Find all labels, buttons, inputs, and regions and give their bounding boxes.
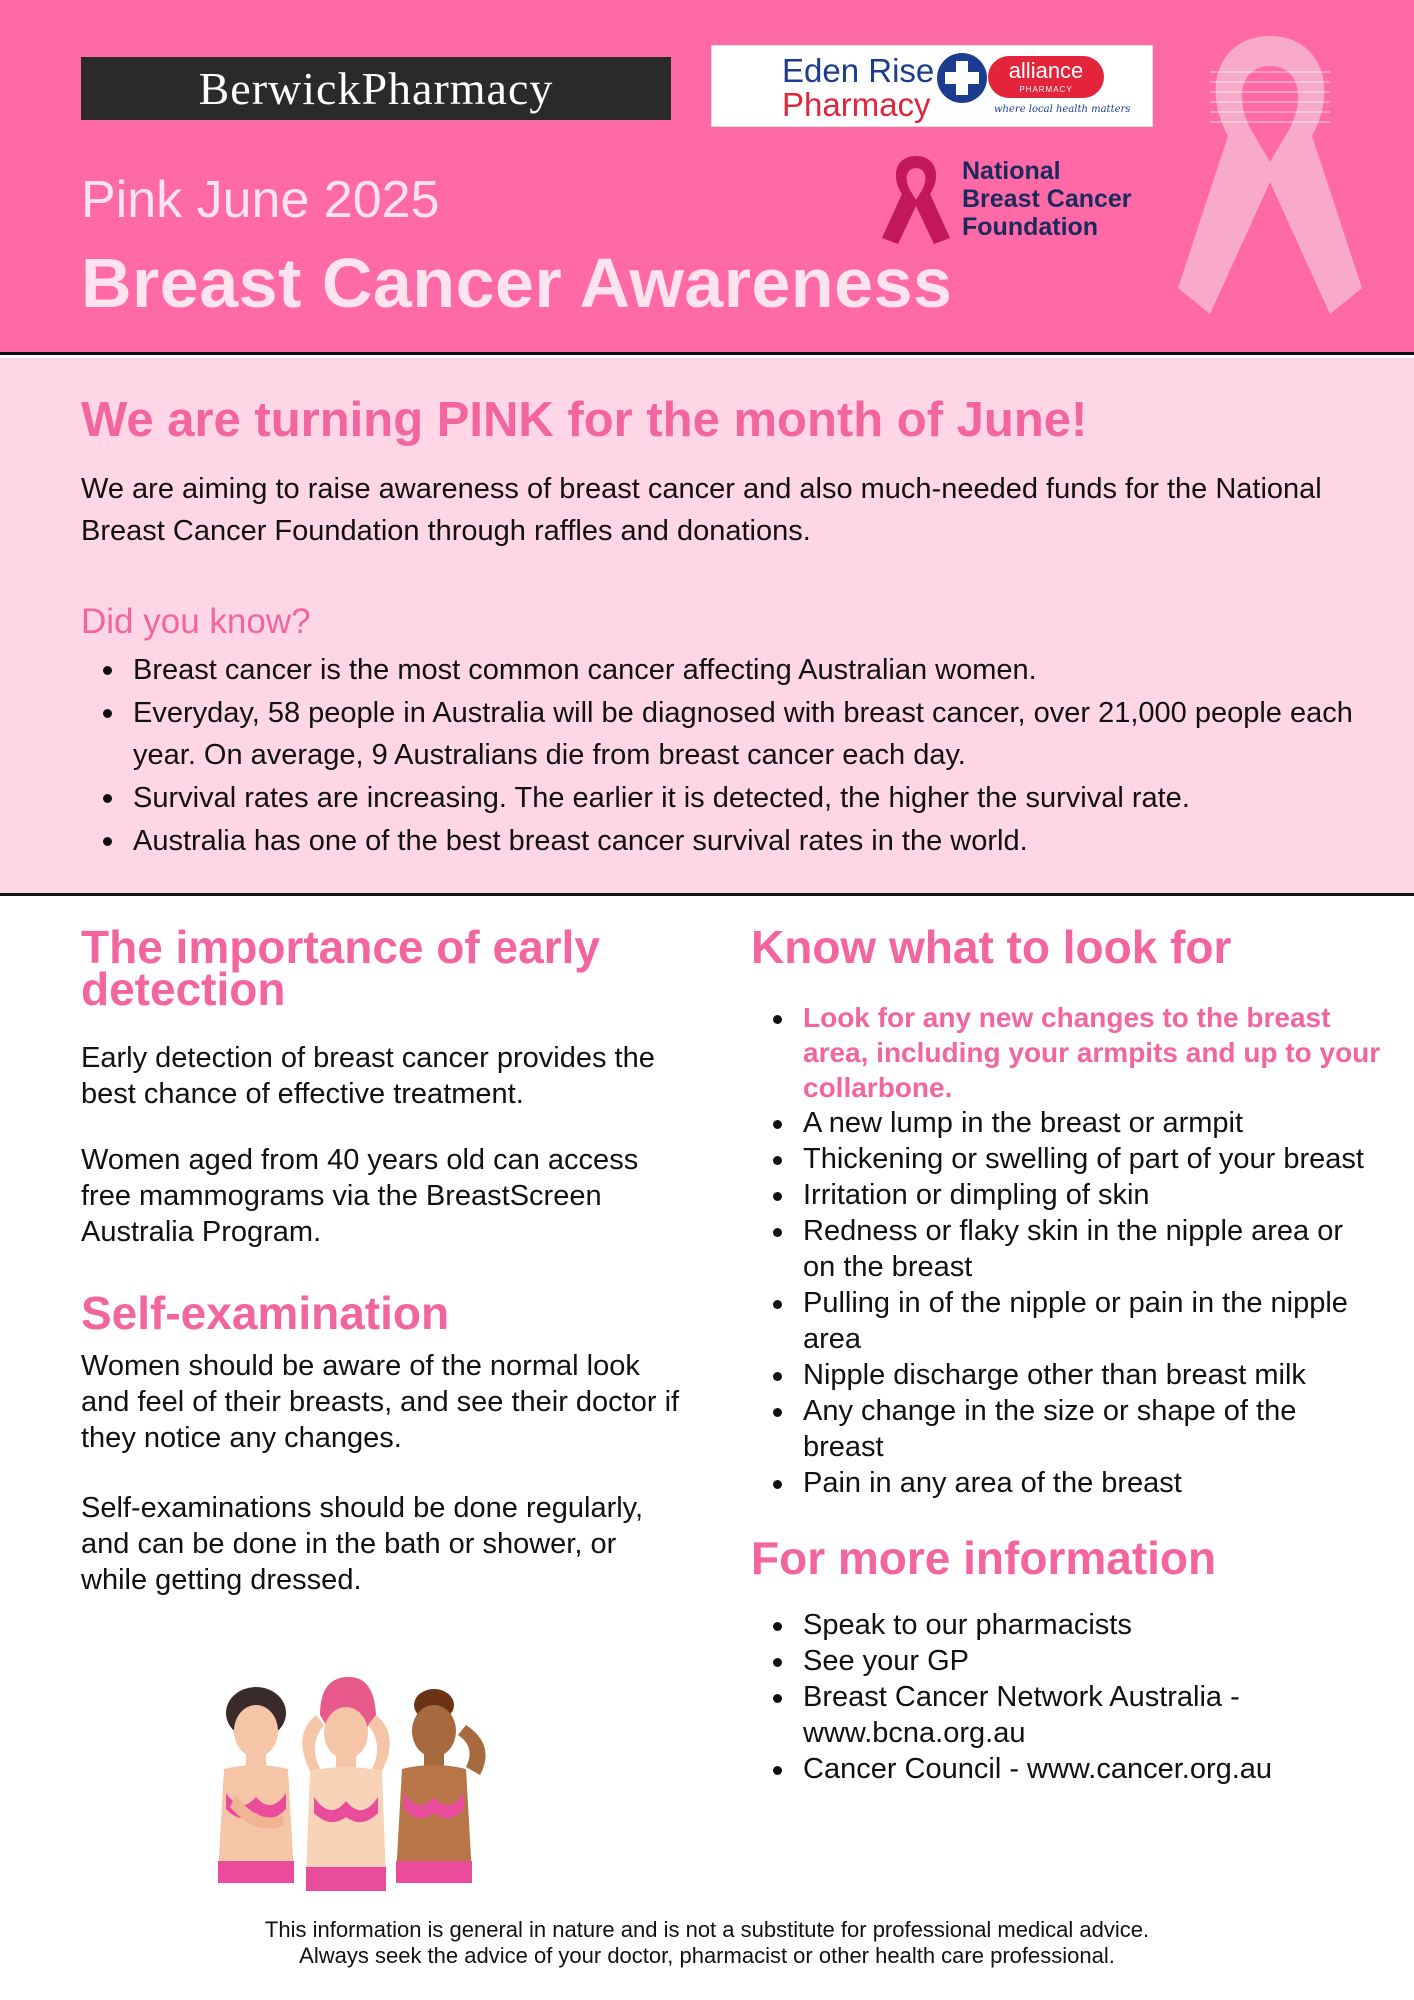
more-info-item: Speak to our pharmacists: [751, 1607, 1381, 1643]
self-exam-para2: Self-examinations should be done regularly, and can be done in the bath or shower, or while getting dressed.: [81, 1492, 644, 1596]
more-info-list: [751, 1607, 1381, 1787]
early-detection-heading: The importance of early detection: [81, 921, 600, 1015]
more-info-heading: For more information: [751, 1532, 1217, 1584]
pharmacy-cross-icon: [936, 52, 988, 104]
eden-rise-pharmacy-logo: [711, 45, 1153, 127]
disclaimer-line2: Always seek the advice of your doctor, pharmacist or other health care professional.: [299, 1943, 1115, 1968]
fact-item: Everyday, 58 people in Australia will be diagnosed with breast cancer, over 21,000 people each year. On average, 9 Australians die from breast cancer each day.: [81, 692, 1381, 776]
campaign-subtitle: Pink June 2025: [81, 171, 440, 229]
nbcf-logo-text: [962, 157, 1132, 241]
nbcf-line1: National: [962, 157, 1061, 185]
early-detection-para1: Early detection of breast cancer provides the best chance of effective treatment.: [81, 1042, 655, 1110]
more-info-item: Breast Cancer Network Australia - www.bcna.org.au: [751, 1679, 1381, 1751]
look-for-item: Any change in the size or shape of the breast: [751, 1393, 1381, 1465]
intro-text: We are aiming to raise awareness of breast cancer and also much-needed funds for the National Breast Cancer Foundation through raffles and donations.: [81, 473, 1322, 547]
look-for-item: Nipple discharge other than breast milk: [751, 1357, 1381, 1393]
intro-heading: We are turning PINK for the month of June!: [81, 393, 1088, 447]
look-for-item: Pulling in of the nipple or pain in the nipple area: [751, 1285, 1381, 1357]
right-column: [751, 921, 1381, 1787]
facts-list: [81, 649, 1381, 863]
alliance-tagline: where local health matters: [994, 104, 1131, 115]
eden-logo-line2: Pharmacy: [782, 86, 931, 123]
berwick-pharmacy-logo: [81, 57, 671, 120]
pink-ribbon-icon: [1170, 32, 1370, 322]
nbcf-line3: Foundation: [962, 213, 1099, 241]
did-you-know-heading: Did you know?: [81, 602, 311, 641]
women-self-exam-illustration: [196, 1675, 496, 1895]
more-info-item: Cancer Council - www.cancer.org.au: [751, 1751, 1381, 1787]
alliance-logo-sub: PHARMACY: [1019, 85, 1073, 94]
look-for-highlight: Look for any new changes to the breast area, including your armpits and up to your collarbone.: [751, 1000, 1381, 1105]
early-detection-para2: Women aged from 40 years old can access free mammograms via the BreastScreen Australia Program.: [81, 1144, 639, 1248]
fact-item: Survival rates are increasing. The earlier it is detected, the higher the survival rate.: [81, 777, 1381, 819]
fact-item: Australia has one of the best breast cancer survival rates in the world.: [81, 820, 1381, 862]
look-for-item: A new lump in the breast or armpit: [751, 1105, 1381, 1141]
more-info-item: See your GP: [751, 1643, 1381, 1679]
self-exam-para1: Women should be aware of the normal look and feel of their breasts, and see their doctor if they notice any changes.: [81, 1350, 680, 1454]
fact-item: Breast cancer is the most common cancer affecting Australian women.: [81, 649, 1381, 691]
nbcf-line2: Breast Cancer: [962, 185, 1132, 213]
eden-logo-line1: Eden Rise: [782, 52, 935, 89]
alliance-logo-name: alliance: [1008, 58, 1084, 83]
left-column: [81, 921, 681, 1598]
look-for-item: Redness or flaky skin in the nipple area or on the breast: [751, 1213, 1381, 1285]
look-for-item: Irritation or dimpling of skin: [751, 1177, 1381, 1213]
berwick-logo-text: BerwickPharmacy: [198, 63, 554, 114]
self-exam-heading: Self-examination: [81, 1287, 450, 1339]
disclaimer: [0, 1917, 1414, 1969]
page-title: Breast Cancer Awareness: [81, 244, 953, 322]
alliance-pharmacy-logo: [988, 56, 1104, 98]
look-for-item: Thickening or swelling of part of your breast: [751, 1141, 1381, 1177]
look-for-heading: Know what to look for: [751, 921, 1232, 973]
look-for-list: [751, 1000, 1381, 1501]
disclaimer-line1: This information is general in nature and is not a substitute for professional medical advice.: [264, 1917, 1150, 1942]
header-banner: [0, 0, 1414, 355]
nbcf-ribbon-icon: [876, 150, 956, 246]
look-for-item: Pain in any area of the breast: [751, 1465, 1381, 1501]
eden-logo-text: [782, 54, 934, 122]
intro-section: [0, 358, 1414, 896]
